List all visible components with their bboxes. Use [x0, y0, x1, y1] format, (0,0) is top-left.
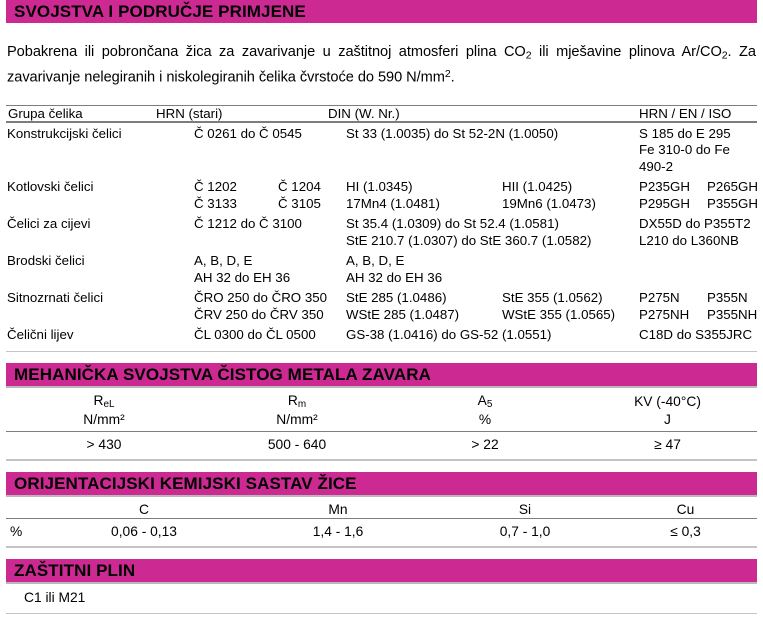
intro-text-part1: Pobakrena ili pobrončana žica za zavarivanje u zaštitnoj atmosferi plina CO [7, 43, 526, 60]
row-iso-brodski [633, 250, 757, 287]
row-din-lijev [328, 324, 633, 345]
gas-bottom-rule [6, 613, 757, 615]
chem-element-c: C [139, 501, 149, 517]
col-header-din: DIN (W. Nr.) [328, 106, 400, 122]
steel-grades-body [6, 123, 757, 345]
mechanical-value-row [6, 432, 757, 459]
mech-symbol-a5-base: A [477, 393, 487, 409]
row-din-konstrukcijski [328, 123, 633, 177]
mech-value-a5: > 22 [471, 437, 499, 453]
chemical-element-row [6, 497, 757, 518]
din-1a: HI (1.0345) [346, 179, 413, 195]
mech-symbol-rm [202, 388, 392, 411]
row-iso-cijevi [633, 213, 757, 250]
table-row [6, 250, 757, 287]
mechanical-symbol-row [6, 388, 757, 411]
mech-value-kv: ≥ 47 [654, 437, 681, 453]
din-line-2: StE 210.7 (1.0307) do StE 360.7 (1.0582) [346, 232, 592, 248]
table-row [6, 123, 757, 177]
din-line-2: AH 32 do EH 36 [346, 269, 443, 285]
section-header-mechanical: MEHANIČKA SVOJSTVA ČISTOG METALA ZAVARA [6, 363, 757, 386]
gas-value: C1 ili M21 [24, 589, 86, 605]
steel-grades-table [6, 106, 757, 121]
din-line-1: St 35.4 (1.0309) do St 52.4 (1.0581) [346, 216, 559, 232]
row-label-konstrukcijski: Konstrukcijski čelici [7, 125, 122, 141]
iso-1a: P275N [639, 290, 680, 306]
mech-symbol-kv [578, 388, 757, 411]
mech-unit-rm: N/mm² [276, 411, 318, 427]
table-row [6, 287, 757, 324]
hrn-line-1: A, B, D, E [194, 253, 253, 269]
chem-value-c: 0,06 - 0,13 [111, 524, 177, 540]
chem-value-cu: ≤ 0,3 [670, 524, 701, 540]
iso-2b: P355GH [707, 195, 758, 211]
iso-line-1: C18D do S355JRC [639, 327, 753, 343]
hrn-line-1 [194, 179, 328, 196]
col-header-iso: HRN / EN / ISO [639, 106, 732, 122]
row-hrn-sitnozrnati [156, 287, 328, 324]
intro-text-part3: . Za zavarivanje nelegiranih i niskolegiranih čelika čvrstoće do 590 N/mm [7, 43, 756, 86]
co2-subscript-1: 2 [525, 48, 532, 61]
iso-line-1 [639, 179, 757, 196]
intro-text-part4: . [450, 69, 455, 86]
din-line-1: GS-38 (1.0416) do GS-52 (1.0551) [346, 327, 552, 343]
mech-value-rm: 500 - 640 [267, 437, 327, 453]
mechanical-properties-table [6, 388, 757, 430]
mech-value-rel: > 430 [86, 437, 122, 453]
mech-symbol-kv-base: KV (-40°C) [634, 394, 701, 410]
row-din-sitnozrnati [328, 287, 633, 324]
row-label-cijevi: Čelici za cijevi [7, 216, 91, 232]
chem-unit-label: % [10, 524, 23, 540]
iso-2b: P355NH [707, 306, 758, 322]
chem-element-mn: Mn [328, 501, 348, 517]
din-1b: StE 355 (1.0562) [502, 290, 603, 306]
iso-1b: P265GH [707, 179, 758, 195]
table-row [6, 213, 757, 250]
col-header-hrn: HRN (stari) [156, 106, 223, 122]
mm-squared-superscript: 2 [444, 67, 451, 80]
hrn-line-2 [194, 196, 328, 213]
hrn-line-1: ČL 0300 do ČL 0500 [194, 327, 316, 343]
section-header-gas: ZAŠTITNI PLIN [6, 559, 757, 582]
iso-line-1: S 185 do E 295 [639, 125, 731, 141]
row-iso-konstrukcijski [633, 123, 757, 177]
table-row [6, 324, 757, 345]
row-hrn-kotlovski [156, 176, 328, 213]
hrn-2b: Č 3105 [278, 195, 321, 211]
din-line-2 [346, 307, 633, 324]
hrn-line-1: Č 1212 do Č 3100 [194, 216, 302, 232]
row-label-sitnozrnati: Sitnozrnati čelici [7, 290, 104, 306]
hrn-1a: Č 1202 [194, 179, 237, 195]
din-line-1 [346, 179, 633, 196]
din-line-1: A, B, D, E [346, 253, 405, 269]
co2-subscript-2: 2 [721, 48, 728, 61]
intro-text-part2: ili mješavine plinova Ar/CO [531, 43, 722, 60]
din-line-2 [346, 196, 633, 213]
col-header-group: Grupa čelika [8, 106, 83, 122]
hrn-line-2: ČRV 250 do ČRV 350 [194, 306, 324, 322]
mech-symbol-rel-sub: eL [103, 399, 115, 411]
intro-paragraph [6, 38, 757, 91]
mech-symbol-a5 [392, 388, 578, 411]
row-label-brodski: Brodski čelici [7, 253, 85, 269]
iso-line-2: Fe 310-0 do Fe 490-2 [639, 142, 730, 174]
row-iso-kotlovski [633, 176, 757, 213]
din-2b: 19Mn6 (1.0473) [502, 195, 596, 211]
section-header-chemical: ORIJENTACIJSKI KEMIJSKI SASTAV ŽICE [6, 472, 757, 495]
row-hrn-lijev [156, 324, 328, 345]
chemical-composition-header [6, 497, 757, 518]
row-iso-sitnozrnati [633, 287, 757, 324]
iso-1a: P235GH [639, 179, 690, 195]
table-header-row [6, 106, 757, 121]
chem-value-mn: 1,4 - 1,6 [312, 524, 364, 540]
iso-line-1: DX55D do P355T2 [639, 216, 751, 232]
din-2a: WStE 285 (1.0487) [346, 306, 460, 322]
iso-line-1 [639, 290, 757, 307]
hrn-2a: Č 3133 [194, 195, 237, 211]
row-hrn-konstrukcijski [156, 123, 328, 177]
hrn-1b: Č 1204 [278, 179, 321, 195]
row-din-brodski [328, 250, 633, 287]
mech-unit-rel: N/mm² [83, 411, 125, 427]
din-2a: 17Mn4 (1.0481) [346, 195, 440, 211]
chemical-composition-values [6, 519, 757, 546]
mech-symbol-rel [6, 388, 202, 411]
table-row [6, 176, 757, 213]
row-hrn-brodski [156, 250, 328, 287]
mech-symbol-a5-sub: 5 [486, 399, 493, 411]
chemical-value-row [6, 519, 757, 546]
mech-symbol-rm-base: R [287, 393, 298, 409]
din-1b: HII (1.0425) [502, 179, 573, 195]
chem-header-spacer [6, 497, 48, 518]
iso-line-2 [639, 196, 757, 213]
mechanical-values-table [6, 432, 757, 459]
section-header-properties: SVOJSTVA I PODRUČJE PRIMJENE [6, 0, 757, 23]
din-2b: WStE 355 (1.0565) [502, 306, 616, 322]
iso-2a: P275NH [639, 306, 690, 322]
chem-element-si: Si [518, 501, 532, 517]
mech-symbol-rm-sub: m [297, 399, 307, 411]
hrn-line-1: ČRO 250 do ČRO 350 [194, 290, 328, 306]
iso-2a: P295GH [639, 195, 690, 211]
iso-line-2: L210 do L360NB [639, 232, 739, 248]
iso-line-2 [639, 307, 757, 324]
mech-symbol-rel-base: R [93, 393, 104, 409]
mech-unit-kv: J [664, 411, 671, 427]
row-iso-lijev [633, 324, 757, 345]
row-hrn-cijevi [156, 213, 328, 250]
chem-value-si: 0,7 - 1,0 [499, 524, 551, 540]
hrn-line-2: AH 32 do EH 36 [194, 269, 291, 285]
row-din-kotlovski [328, 176, 633, 213]
din-line-1 [346, 290, 633, 307]
row-label-lijev: Čelični lijev [7, 327, 74, 343]
din-1a: StE 285 (1.0486) [346, 290, 447, 306]
hrn-line-1: Č 0261 do Č 0545 [194, 125, 302, 141]
mechanical-unit-row [6, 412, 757, 431]
row-din-cijevi [328, 213, 633, 250]
row-label-kotlovski: Kotlovski čelici [7, 179, 94, 195]
chem-element-cu: Cu [676, 501, 695, 517]
mech-unit-a5: % [478, 411, 492, 427]
din-line-1: St 33 (1.0035) do St 52-2N (1.0050) [346, 125, 559, 141]
iso-1b: P355N [707, 290, 748, 306]
